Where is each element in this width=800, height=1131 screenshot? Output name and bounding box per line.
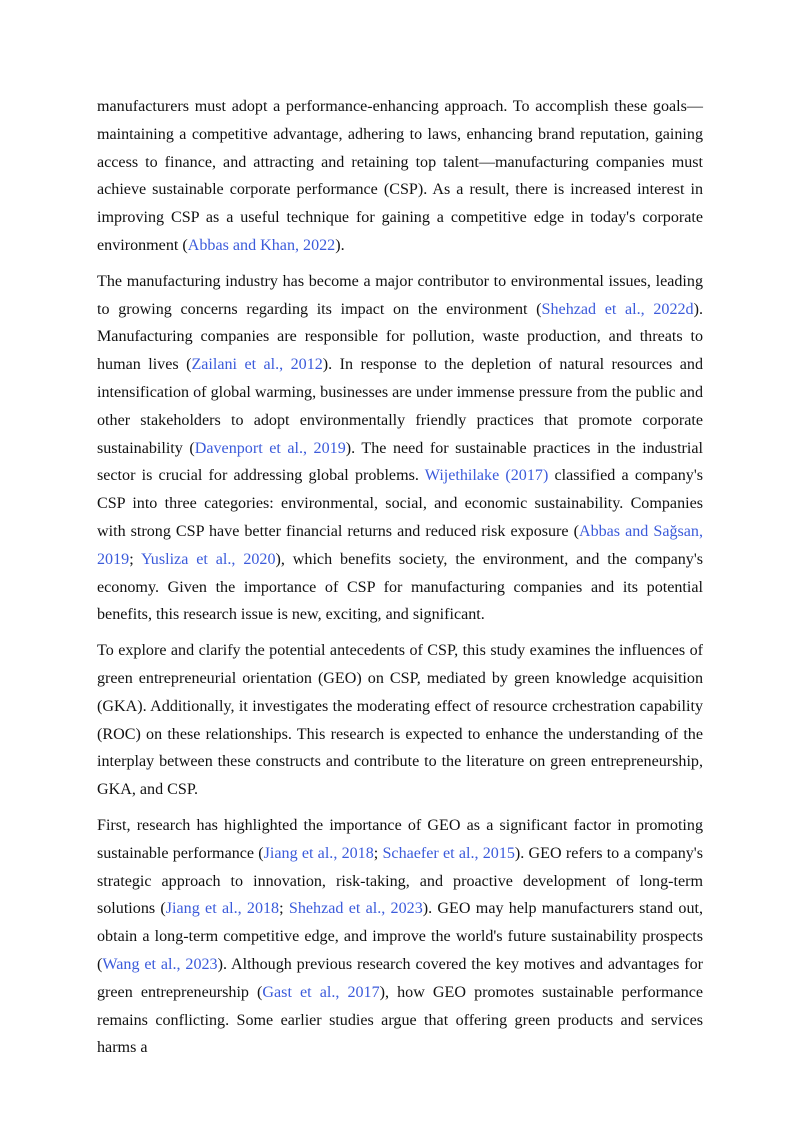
- text-run: ;: [279, 900, 289, 918]
- citation-link[interactable]: Gast et al., 2017: [262, 983, 380, 1001]
- text-run: manufacturers must adopt a performance-enhancing approach. To accomplish these goals—maintaining a competitive advantage, adhering to laws, enhancing brand reputation, gaining access to finance, and attracting and retaining top talent—manufacturing companies must achieve sustainable corporate performance (CSP). As a result, there is increased interest in improving CSP as a useful technique for gaining a competitive edge in today's corporate environment (: [97, 98, 703, 254]
- text-run: ). GEO refers to a company's strategic approach to innovation, risk-taking, and proactive development of long-term solutions (: [97, 844, 703, 918]
- text-run: ), how GEO promotes sustainable performance remains conflicting. Some earlier studies argue that offering green products and services harms a: [97, 983, 703, 1057]
- text-run: ).: [335, 236, 345, 254]
- paragraph: [97, 268, 703, 629]
- citation-link[interactable]: Shehzad et al., 2022d: [541, 300, 694, 318]
- text-run: ;: [373, 844, 383, 862]
- paragraph: [97, 637, 703, 804]
- text-run: First, research has highlighted the importance of GEO as a significant factor in promoting sustainable performance (: [97, 816, 703, 862]
- body-text: [97, 93, 703, 1062]
- citation-link[interactable]: Zailani et al., 2012: [191, 356, 323, 374]
- citation-link[interactable]: Shehzad et al., 2023: [288, 900, 423, 918]
- text-run: ). The need for sustainable practices in the industrial sector is crucial for addressing global problems.: [97, 439, 703, 485]
- text-run: ), which benefits society, the environment, and the company's economy. Given the importance of CSP for manufacturing companies and its potential benefits, this research issue is new, exciting, and significant.: [97, 550, 703, 624]
- text-run: classified a company's CSP into three categories: environmental, social, and economic sustainability. Companies with strong CSP have better financial returns and reduced risk exposure (: [97, 467, 703, 540]
- text-run: ). Manufacturing companies are responsible for pollution, waste production, and threats to human lives (: [97, 300, 703, 374]
- text-run: To explore and clarify the potential antecedents of CSP, this study examines the influences of green entrepreneurial orientation (GEO) on CSP, mediated by green knowledge acquisition (GKA). Additionally, it investigates the moderating effect of resource crchestration capability (ROC) on these relationships. This research is expected to enhance the understanding of the interplay between these constructs and contribute to the literature on green entrepreneurship, GKA, and CSP.: [97, 642, 703, 799]
- text-run: ). Although previous research covered the key motives and advantages for green entrepreneurship (: [97, 955, 704, 1001]
- text-run: ;: [129, 550, 141, 568]
- text-run: ). In response to the depletion of natural resources and intensification of global warming, businesses are under immense pressure from the public and other stakeholders to adopt environmentally friendly practices that promote corporate sustainability (: [97, 356, 703, 457]
- citation-link[interactable]: Wijethilake (2017): [424, 467, 549, 485]
- citation-link[interactable]: Abbas and Sağsan, 2019: [97, 522, 703, 568]
- citation-link[interactable]: Schaefer et al., 2015: [382, 844, 515, 862]
- citation-link[interactable]: Wang et al., 2023: [102, 955, 218, 973]
- citation-link[interactable]: Jiang et al., 2018: [263, 844, 374, 862]
- citation-link[interactable]: Yusliza et al., 2020: [140, 550, 276, 568]
- text-run: ). GEO may help manufacturers stand out, obtain a long-term competitive edge, and improve the world's future sustainability prospects (: [97, 900, 703, 973]
- paragraph: [97, 93, 703, 260]
- citation-link[interactable]: Abbas and Khan, 2022: [187, 236, 336, 254]
- citation-link[interactable]: Davenport et al., 2019: [194, 439, 346, 457]
- paragraph: [97, 812, 703, 1062]
- text-run: The manufacturing industry has become a major contributor to environmental issues, leading to growing concerns regarding its impact on the environment (: [97, 272, 703, 318]
- citation-link[interactable]: Jiang et al., 2018: [165, 900, 280, 918]
